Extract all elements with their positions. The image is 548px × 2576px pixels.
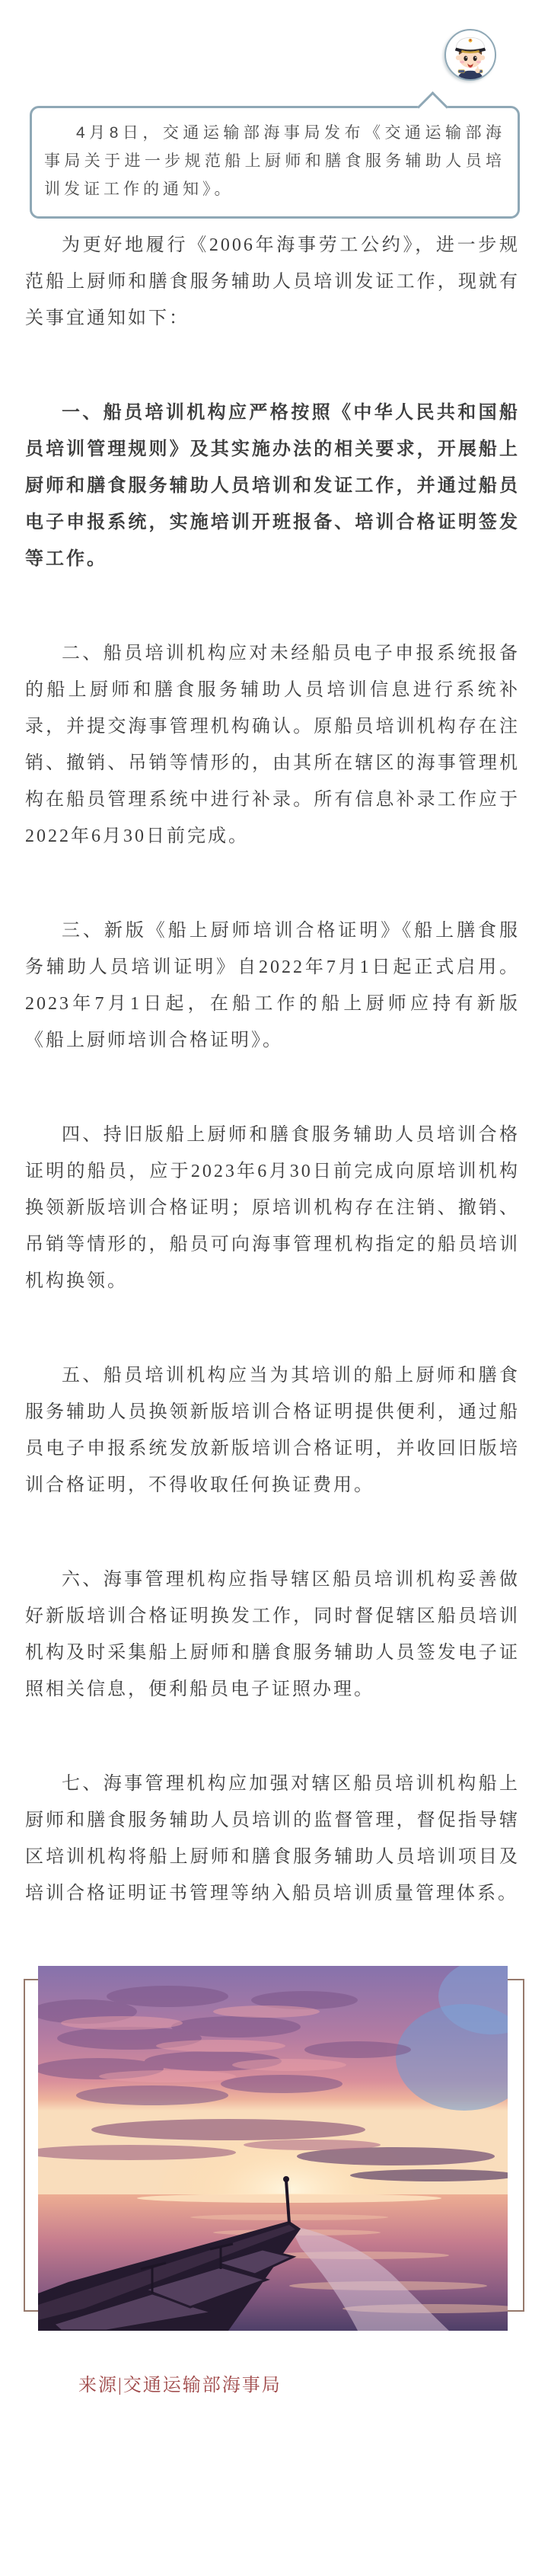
source-line: 来源|交通运输部海事局: [78, 2376, 282, 2395]
maritime-officer-avatar-icon: [446, 30, 495, 79]
article-paragraph-2: 二、船员培训机构应对未经船员电子申报系统报备的船上厨师和膳食服务辅助人员培训信息进行系统补录，并提交海事管理机构确认。原船员培训机构存在注销、撤销、吊销等情形的，由其所在辖区的海事管理机构在船员管理系统中进行补录。所有信息补录工作应于2022年6月30日前完成。: [25, 644, 520, 846]
article-paragraph-0: 为更好地履行《2006年海事劳工公约》，进一步规范船上厨师和膳食服务辅助人员培训发证工作，现就有关事宜通知如下：: [25, 235, 520, 328]
summary-box: [30, 106, 520, 219]
account-avatar[interactable]: [444, 29, 496, 81]
article-paragraph-1: 一、船员培训机构应严格按照《中华人民共和国船员培训管理规则》及其实施办法的相关要求，开展船上厨师和膳食服务辅助人员培训和发证工作，并通过船员电子申报系统，实施培训开班报备、培训合格证明签发等工作。: [25, 403, 520, 569]
photo-section: [38, 1966, 508, 2331]
article-paragraph-7: 七、海事管理机构应加强对辖区船员培训机构船上厨师和膳食服务辅助人员培训的监督管理，督促指导辖区培训机构将船上厨师和膳食服务辅助人员培训项目及培训合格证明证书管理等纳入船员培训质量管理体系。: [25, 1774, 520, 1903]
article-paragraph-5: 五、船员培训机构应当为其培训的船上厨师和膳食服务辅助人员换领新版培训合格证明提供便利，通过船员电子申报系统发放新版培训合格证明，并收回旧版培训合格证明，不得收取任何换证费用。: [25, 1366, 520, 1495]
sunset-ship-photo: [38, 1966, 508, 2331]
article-paragraph-6: 六、海事管理机构应指导辖区船员培训机构妥善做好新版培训合格证明换发工作，同时督促辖区船员培训机构及时采集船上厨师和膳食服务辅助人员签发电子证照相关信息，便利船员电子证照办理。: [25, 1570, 520, 1699]
article-body: [25, 227, 520, 1912]
article-paragraph-3: 三、新版《船上厨师培训合格证明》《船上膳食服务辅助人员培训证明》自2022年7月1日起正式启用。2023年7月1日起，在船工作的船上厨师应持有新版《船上厨师培训合格证明》。: [25, 921, 520, 1050]
summary-text: 4月8日，交通运输部海事局发布《交通运输部海事局关于进一步规范船上厨师和膳食服务辅助人员培训发证工作的通知》。: [44, 124, 505, 198]
sunset-ship-illustration: [38, 1966, 508, 2331]
article-paragraph-4: 四、持旧版船上厨师和膳食服务辅助人员培训合格证明的船员，应于2023年6月30日前完成向原培训机构换领新版培训合格证明；原培训机构存在注销、撤销、吊销等情形的，船员可向海事管理机构指定的船员培训机构换领。: [25, 1125, 520, 1291]
article-header: [0, 0, 548, 106]
